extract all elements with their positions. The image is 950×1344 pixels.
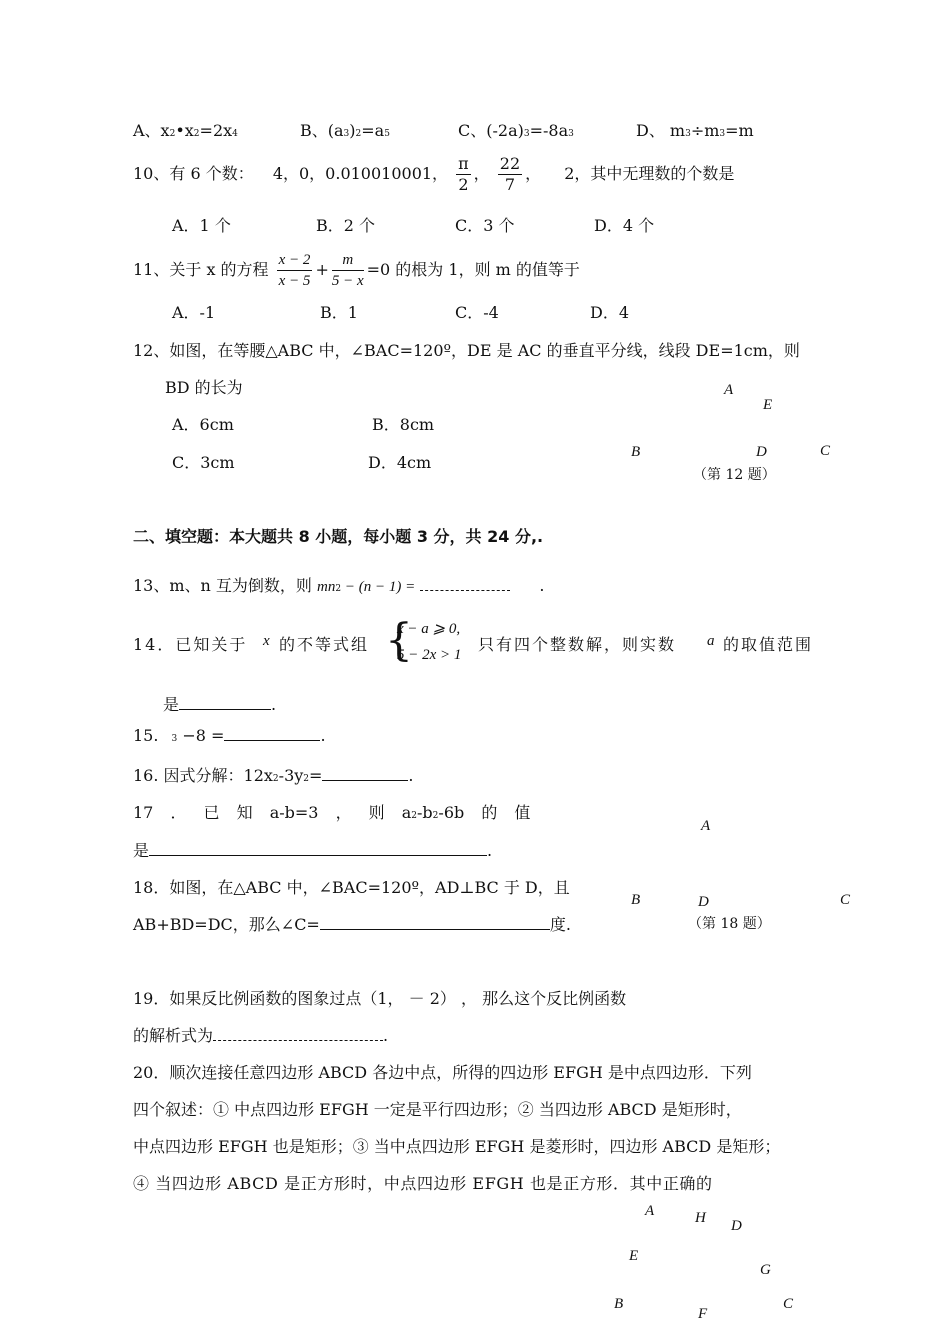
q20-line1: 20．顺次连接任意四边形 ABCD 各边中点，所得的四边形 EFGH 是中点四边形．下列 — [133, 1063, 752, 1082]
q10-option-d: D．4 个 — [594, 216, 655, 235]
q18-answer-blank[interactable] — [320, 914, 550, 930]
q17-figure-label-a: A — [701, 818, 711, 834]
q16-answer-blank[interactable] — [322, 765, 408, 781]
q12-label-d: D — [756, 444, 767, 460]
q12-caption: （第 12 题） — [693, 467, 776, 483]
q12-line2: BD 的长为 — [165, 378, 243, 397]
q20-label-a: A — [645, 1203, 655, 1219]
q20-line2: 四个叙述：① 中点四边形 EFGH 一定是平行四边形；② 当四边形 ABCD 是矩形时， — [133, 1100, 742, 1119]
q18-label-c: C — [840, 892, 851, 908]
q20-label-b: B — [614, 1296, 624, 1312]
q10-22-7-fraction: $\frac{22}{7}$ — [499, 154, 521, 194]
q11-fraction-2: $\frac{m}{5 - x}$ — [331, 252, 364, 289]
q13: 13、m、n 互为倒数，则 mn2 − (n − 1) = . — [133, 576, 545, 595]
q14-answer-blank[interactable] — [179, 694, 271, 710]
q17-answer-blank[interactable] — [149, 840, 487, 856]
q12-option-d: D．4cm — [368, 453, 432, 472]
q10-option-a: A．1 个 — [172, 216, 231, 235]
q15-answer-blank[interactable] — [224, 725, 320, 741]
q20-line3: 中点四边形 EFGH 也是矩形；③ 当中点四边形 EFGH 是菱形时，四边形 ABCD 是矩形； — [133, 1137, 781, 1156]
q11-option-d: D．4 — [590, 303, 630, 322]
q20-label-f: F — [698, 1306, 708, 1322]
q15: 15. 3 −8 = . — [133, 726, 326, 745]
section-2-heading: 二、填空题：本大题共 8 小题，每小题 3 分，共 24 分,. — [133, 527, 544, 546]
q19-line2: 的解析式为 . — [133, 1026, 389, 1045]
q11-fraction-1: $\frac{x - 2}{x - 5}$ — [278, 252, 311, 289]
q12-option-a: A．6cm — [172, 415, 234, 434]
q20-label-h: H — [695, 1210, 706, 1226]
q10-stem: 10、有 6 个数： 4，0，0.010010001， $\frac{\pi}{2}$ ， $\frac{22}{7}$ ， 2，其中无理数的个数是 — [133, 154, 735, 194]
q18-label-b: B — [631, 892, 641, 908]
q9-option-d: D、 m3÷m3=m — [636, 121, 754, 140]
q9-option-b: B、(a3)2=a5 — [300, 121, 390, 140]
q12-label-e: E — [763, 397, 773, 413]
q18-line1: 18．如图，在△ABC 中，∠BAC=120º，AD⊥BC 于 D，且 — [133, 878, 570, 897]
q18-label-d: D — [698, 894, 709, 910]
q20-line4: ④ 当四边形 ABCD 是正方形时，中点四边形 EFGH 也是正方形．其中正确的 — [133, 1174, 713, 1193]
q11-option-a: A．-1 — [172, 303, 216, 322]
q11-stem: 11、关于 x 的方程 $\frac{x - 2}{x - 5}$ + $\frac{m}{5 - x}$ =0 的根为 1，则 m 的值等于 — [133, 252, 580, 289]
q12-label-a: A — [724, 382, 734, 398]
q19-line1: 19．如果反比例函数的图象过点（1， － 2） ， 那么这个反比例函数 — [133, 989, 627, 1008]
q10-pi-fraction: $\frac{\pi}{2}$ — [458, 154, 469, 194]
q9-option-a: A、x2•x2=2x4 — [133, 121, 238, 140]
q17-line1: 17 ． 已 知 a-b=3 ， 则 a2-b2-6b 的 值 — [133, 803, 531, 822]
q12-line1: 12、如图，在等腰△ABC 中，∠BAC=120º，DE 是 AC 的垂直平分线，线段 DE=1cm，则 — [133, 341, 800, 360]
q17-line2: 是 . — [133, 841, 493, 860]
q20-label-d: D — [731, 1218, 742, 1234]
q18-line2: AB+BD=DC，那么∠C= 度. — [133, 915, 571, 934]
q18-caption: （第 18 题） — [688, 916, 771, 932]
q12-label-c: C — [820, 443, 831, 459]
q14-line2: 是 . — [163, 695, 277, 714]
q10-option-c: C．3 个 — [455, 216, 515, 235]
q12-option-b: B．8cm — [372, 415, 435, 434]
q11-option-b: B．1 — [320, 303, 358, 322]
q10-option-b: B．2 个 — [316, 216, 376, 235]
q9-option-c: C、(-2a)3=-8a3 — [458, 121, 574, 140]
q12-option-c: C．3cm — [172, 453, 235, 472]
q19-answer-blank[interactable] — [213, 1025, 383, 1041]
q20-label-g: G — [760, 1262, 771, 1278]
q20-label-e: E — [629, 1248, 639, 1264]
q11-option-c: C．-4 — [455, 303, 499, 322]
q16: 16. 因式分解：12x2-3y2= . — [133, 766, 414, 785]
q12-label-b: B — [631, 444, 641, 460]
q20-label-c: C — [783, 1296, 794, 1312]
q13-answer-blank[interactable] — [420, 575, 510, 591]
